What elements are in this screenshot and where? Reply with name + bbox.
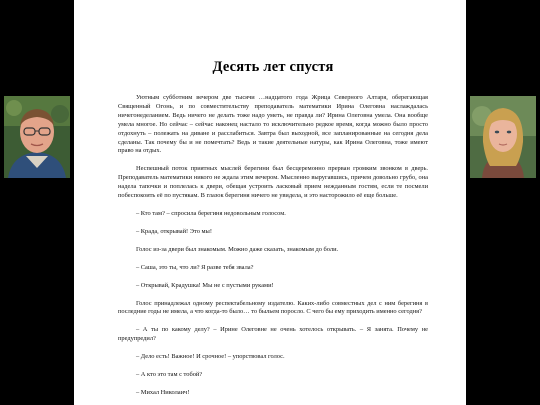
- paragraph: – Открывай, Крадушка! Мы не с пустыми руками!: [136, 281, 274, 289]
- paragraph: – Дело есть! Важное! И срочное! – упорствовал голос.: [136, 353, 285, 361]
- document-title: Десять лет спустя: [212, 59, 334, 75]
- paragraph: Уютным субботним вечером две тысячи …надцатого года Жрица Северного Алтаря, оберегающая Священный Огонь, и по совместительству преподаватель математики Ирина Олеговна наслаждалась ничегонеделанием. Ведь ничего не делать тоже надо уметь, не правда ли? Ирина Олеговна умела. Она вообще умела многое. Но сейчас – сейчас наконец настало то исключительно редкое время, когда можно было просто отдохнуть – полежать на диване и расслабиться. Завтра был выходной, все запланированные на сегодня дела сделаны. Так почему бы и не помечтать? Ведь и такие деятельные натуры, как Ирина Олеговна, тоже имеют право на отдых.: [118, 94, 428, 155]
- paragraph: Голос принадлежал одному респектабельному издателю. Каких-либо совместных дел с ним берегиня в последние годы не имела, а что когда-то было… то быльем поросло. С чего бы ему приходить именно сегодня?: [118, 299, 428, 316]
- document-page: [74, 0, 466, 405]
- portrait-photo-left: [4, 96, 70, 178]
- paragraph: – Крада, открывай! Это мы!: [136, 227, 212, 235]
- paragraph: – Саша, это ты, что ли? Я разве тебя звала?: [136, 263, 254, 271]
- paragraph: – А ты по какому делу? – Ирине Олеговне не очень хотелось открывать. – Я занята. Почему не предупредил?: [118, 326, 428, 343]
- document-content: [118, 58, 428, 405]
- portrait-photo-right: [470, 96, 536, 178]
- paragraph: – Михал Николаич!: [136, 388, 190, 396]
- portrait-photo-woman-icon: [470, 96, 536, 178]
- portrait-photo-man-icon: [4, 96, 70, 178]
- paragraph: Неспешный поток приятных мыслей берегини был бесцеремонно прерван громким звонком в дверь. Преподаватель математики никого не ждала этим вечером. Мысленно выругавшись, причем довольно грубо, она надела тапочки и поплелась к двери, обещая устроить ласковый прием нежданным гостям, если те посмели побеспокоить её по пустякам. В глазок берегиня ничего не увидела, и это насторожило её еще больше.: [118, 165, 428, 200]
- paragraph: – А кто это там с тобой?: [136, 371, 203, 379]
- paragraph: – Кто там? – спросила берегиня недовольным голосом.: [136, 209, 286, 217]
- paragraph-list: [118, 94, 428, 398]
- paragraph: Голос из-за двери был знакомым. Можно даже сказать, знакомым до боли.: [136, 245, 339, 253]
